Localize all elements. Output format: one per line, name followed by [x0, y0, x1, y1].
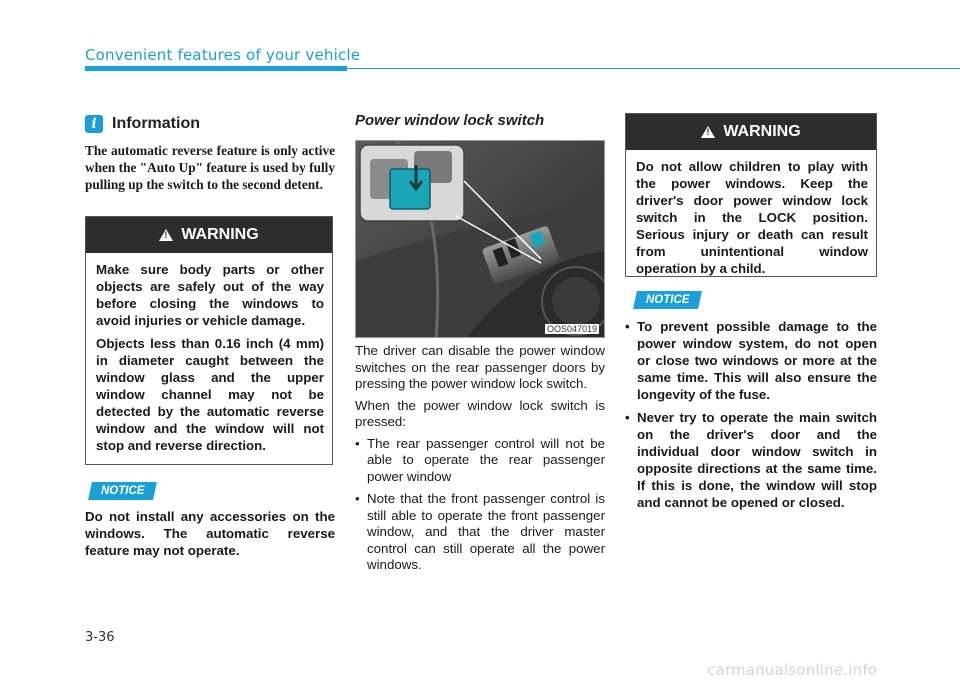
warning-body — [626, 150, 876, 291]
list-item: • The rear passenger control will not be able to operate the rear passenger power window — [355, 436, 605, 486]
warning-box-children — [625, 113, 877, 277]
section-header-title: Convenient features of your vehicle — [85, 46, 361, 64]
figure-code: OOS047019 — [547, 324, 598, 334]
bullet-list — [355, 436, 605, 574]
warning-triangle-icon — [701, 126, 715, 138]
door-panel-image — [356, 141, 605, 338]
list-item: • Never try to operate the main switch on the driver's door and the individual door window switch in opposite directions at the same time. If this is done, the window will stop and cannot be opened or closed. — [625, 409, 877, 511]
warning-header — [86, 217, 332, 253]
header-rule — [347, 68, 960, 69]
information-title: Information — [112, 115, 200, 132]
warning-paragraph: Do not allow children to play with the power windows. Keep the driver's door power window lock switch in the LOCK position. Serious injury or death can result from unintentional window operation by a child. — [636, 159, 868, 276]
notice-list — [625, 318, 877, 517]
warning-box-body-parts — [85, 216, 333, 465]
information-text: The automatic reverse feature is only active when the "Auto Up" feature is used by fully pulling up the switch to the second detent. — [85, 143, 335, 192]
warning-label: WARNING — [723, 123, 801, 140]
warning-triangle-icon — [159, 229, 173, 241]
watermark: carmanualsonline.info — [707, 661, 878, 679]
warning-paragraph: Objects less than 0.16 inch (4 mm) in diameter caught between the window glass and the upper window channel may not be detected by the automatic reverse window and the window will not stop and reverse direction. — [96, 336, 324, 453]
notice-badge: NOTICE — [633, 291, 702, 309]
body-paragraph: The driver can disable the power window switches on the rear passenger doors by pressing the power window lock switch. — [355, 343, 605, 391]
notice-badge: NOTICE — [88, 482, 157, 500]
header-accent-bar — [85, 66, 347, 71]
body-paragraph: When the power window lock switch is pressed: — [355, 397, 605, 429]
section-title: Power window lock switch — [355, 112, 545, 129]
warning-label: WARNING — [181, 226, 259, 243]
warning-paragraph: Make sure body parts or other objects are safely out of the way before closing the windows to avoid injuries or vehicle damage. — [96, 262, 324, 328]
warning-body — [86, 253, 332, 468]
list-item: • Note that the front passenger control is still able to operate the front passenger window, and that the driver master control can still operate all the power windows. — [355, 491, 605, 574]
door-switch-illustration — [355, 140, 605, 338]
info-icon: i — [85, 115, 103, 133]
notice-text: Do not install any accessories on the windows. The automatic reverse feature may not operate. — [85, 509, 335, 558]
page-number: 3-36 — [85, 630, 115, 645]
information-heading — [85, 115, 200, 133]
list-item: • To prevent possible damage to the power window system, do not open or close two windows or more at the same time. This will also ensure the longevity of the fuse. — [625, 318, 877, 403]
section-body — [355, 343, 605, 580]
warning-header — [626, 114, 876, 150]
